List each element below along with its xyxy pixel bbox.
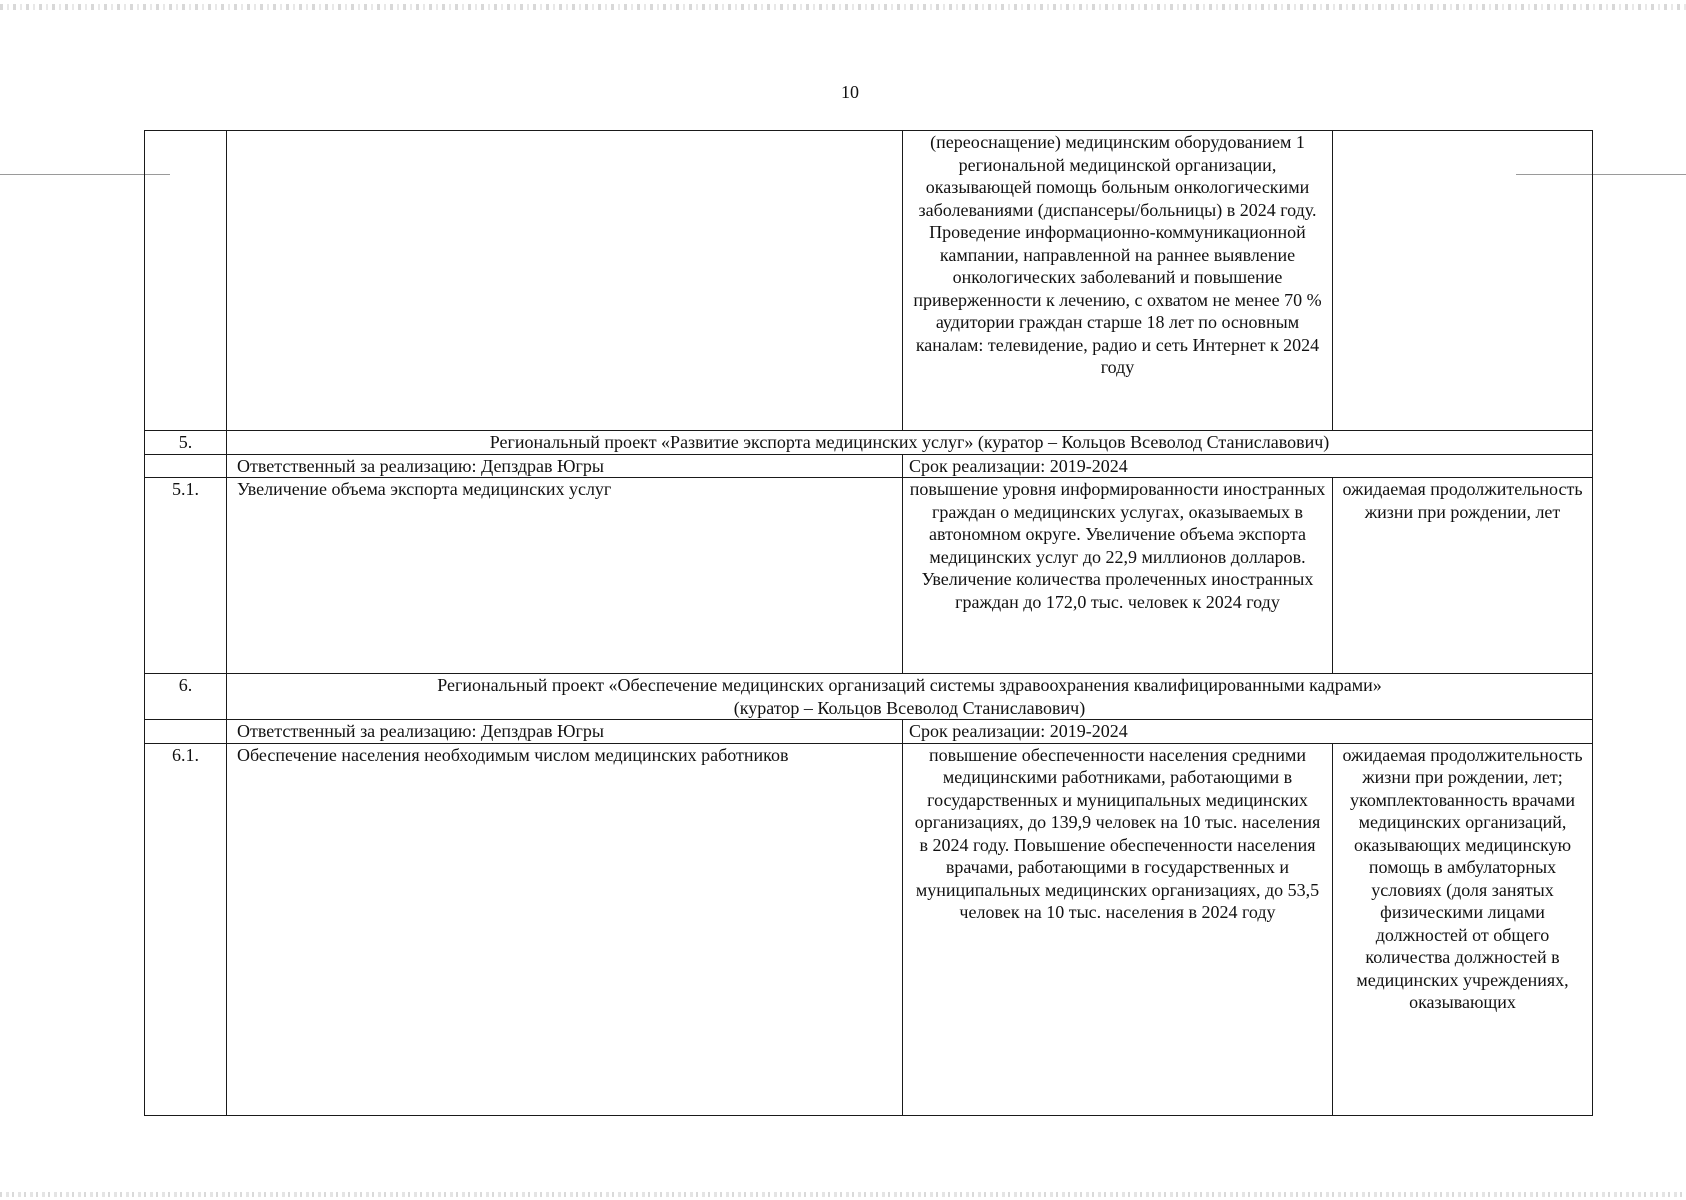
project-5-title: Региональный проект «Развитие экспорта медицинских услуг» (куратор – Кольцов Всеволод Станиславович)	[227, 431, 1593, 455]
project-5-term: Срок реализации: 2019-2024	[903, 454, 1593, 478]
result-cell: (переоснащение) медицинским оборудованием 1 региональной медицинской организации, оказывающей помощь больным онкологическими заболеваниями (диспансеры/больницы) в 2024 году. Проведение информационно-коммуникационной кампании, направленной на раннее выявление онкологических заболеваний и повышение приверженности к лечению, с охватом не менее 70 % аудитории граждан старше 18 лет по основным каналам: телевидение, радио и сеть Интернет к 2024 году	[903, 131, 1333, 431]
project-5-responsible-row	[145, 454, 1593, 478]
project-6-term: Срок реализации: 2019-2024	[903, 720, 1593, 744]
indicator-cell	[1333, 131, 1593, 431]
row-number: 6.	[145, 674, 227, 720]
project-6-responsible-row	[145, 720, 1593, 744]
number-cell	[145, 720, 227, 744]
scan-noise-top	[0, 4, 1686, 10]
project-table	[144, 130, 1593, 1116]
task-6-1-result: повышение обеспеченности населения средними медицинскими работниками, работающими в государственных и муниципальных медицинских организациях, до 139,9 человек на 10 тыс. населения в 2024 году. Повышение обеспеченности населения врачами, работающими в государственных и муниципальных медицинских организациях, до 53,5 человек на 10 тыс. населения в 2024 году	[903, 743, 1333, 1115]
project-6-title-line2: (куратор – Кольцов Всеволод Станиславович)	[733, 697, 1086, 718]
table-row-continued	[145, 131, 1593, 431]
name-cell	[227, 131, 903, 431]
page-number: 10	[841, 82, 859, 102]
number-cell	[145, 454, 227, 478]
project-5-responsible: Ответственный за реализацию: Депздрав Югры	[227, 454, 903, 478]
row-number: 5.1.	[145, 478, 227, 674]
task-6-1-row	[145, 743, 1593, 1115]
task-5-1-row	[145, 478, 1593, 674]
number-cell	[145, 131, 227, 431]
project-6-title	[227, 674, 1593, 720]
scan-noise-bottom	[0, 1192, 1686, 1197]
task-5-1-result: повышение уровня информированности иностранных граждан о медицинских услугах, оказываемых в автономном округе. Увеличение объема экспорта медицинских услуг до 22,9 миллионов долларов. Увеличение количества пролеченных иностранных граждан до 172,0 тыс. человек к 2024 году	[903, 478, 1333, 674]
project-6-responsible: Ответственный за реализацию: Депздрав Югры	[227, 720, 903, 744]
task-5-1-name: Увеличение объема экспорта медицинских услуг	[227, 478, 903, 674]
project-6-heading-row	[145, 674, 1593, 720]
row-number: 5.	[145, 431, 227, 455]
project-6-title-line1: Региональный проект «Обеспечение медицинских организаций системы здравоохранения квалифицированными кадрами»	[437, 675, 1382, 695]
project-5-heading-row	[145, 431, 1593, 455]
row-number: 6.1.	[145, 743, 227, 1115]
task-5-1-indicator: ожидаемая продолжительность жизни при рождении, лет	[1333, 478, 1593, 674]
task-6-1-name: Обеспечение населения необходимым числом медицинских работников	[227, 743, 903, 1115]
task-6-1-indicator: ожидаемая продолжительность жизни при рождении, лет; укомплектованность врачами медицинских организаций, оказывающих медицинскую помощь в амбулаторных условиях (доля занятых физическими лицами должностей от общего количества должностей в медицинских учреждениях, оказывающих	[1333, 743, 1593, 1115]
